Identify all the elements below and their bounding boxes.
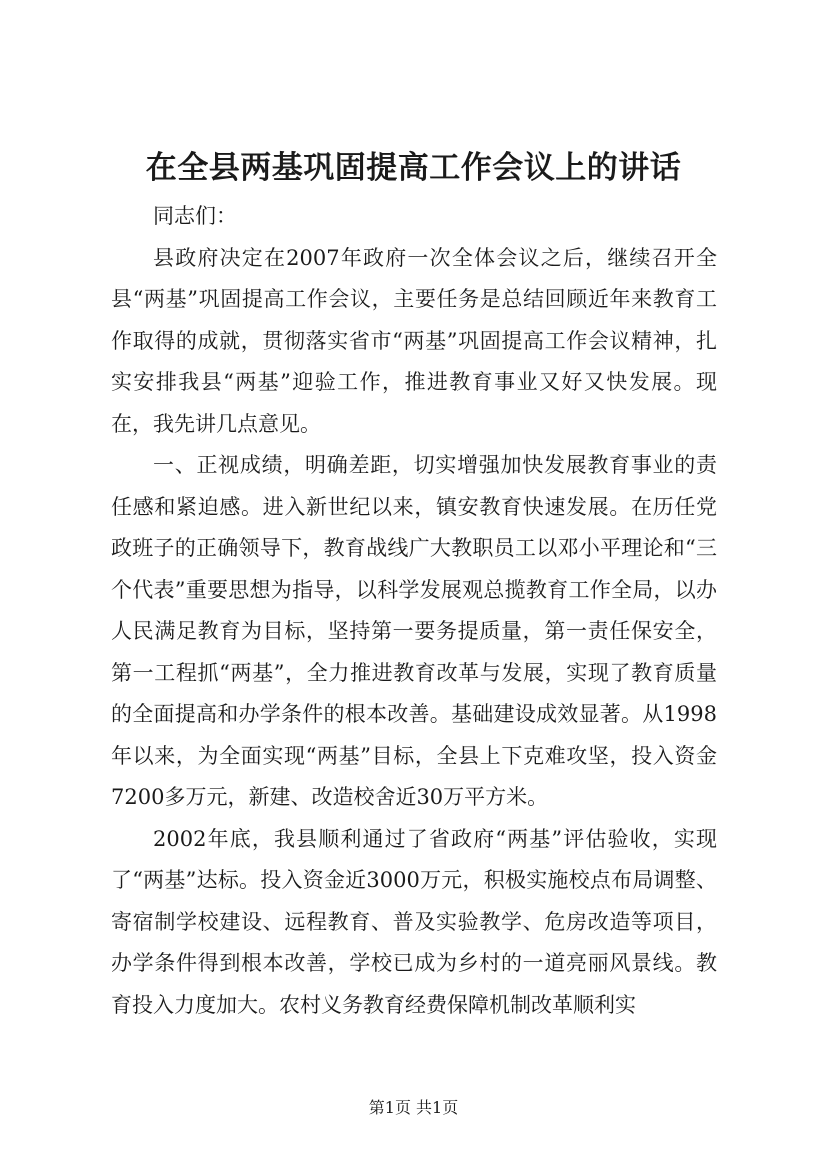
document-body [111,196,717,1026]
document-title: 在全县两基巩固提高工作会议上的讲话 [145,150,682,186]
paragraph-achievements: 2002年底，我县顺利通过了省政府“两基”评估验收，实现了“两基”达标。投入资金近3000万元，积极实施校点布局调整、寄宿制学校建设、远程教育、普及实验教学、危房改造等项目，办学条件得到根本改善，学校已成为乡村的一道亮丽风景线。教育投入力度加大。农村义务教育经费保障机制改革顺利实 [111,826,717,1017]
paragraph-intro: 县政府决定在2007年政府一次全体会议之后，继续召开全县“两基”巩固提高工作会议，主要任务是总结回顾近年来教育工作取得的成就，贯彻落实省市“两基”巩固提高工作会议精神，扎实安排我县“两基”迎验工作，推进教育事业又好又快发展。现在，我先讲几点意见。 [111,245,717,436]
paragraph-section-one: 一、正视成绩，明确差距，切实增强加快发展教育事业的责任感和紧迫感。进入新世纪以来，镇安教育快速发展。在历任党政班子的正确领导下，教育战线广大教职员工以邓小平理论和“三个代表”重要思想为指导，以科学发展观总揽教育工作全局，以办人民满足教育为目标，坚持第一要务提质量，第一责任保安全，第一工程抓“两基”，全力推进教育改革与发展，实现了教育质量的全面提高和办学条件的根本改善。基础建设成效显著。从1998年以来，为全面实现“两基”目标，全县上下克难攻坚，投入资金7200多万元，新建、改造校舍近30万平方米。 [111,453,717,809]
salutation: 同志们： [153,204,237,228]
page-footer: 第1页 共1页 [368,1098,459,1117]
